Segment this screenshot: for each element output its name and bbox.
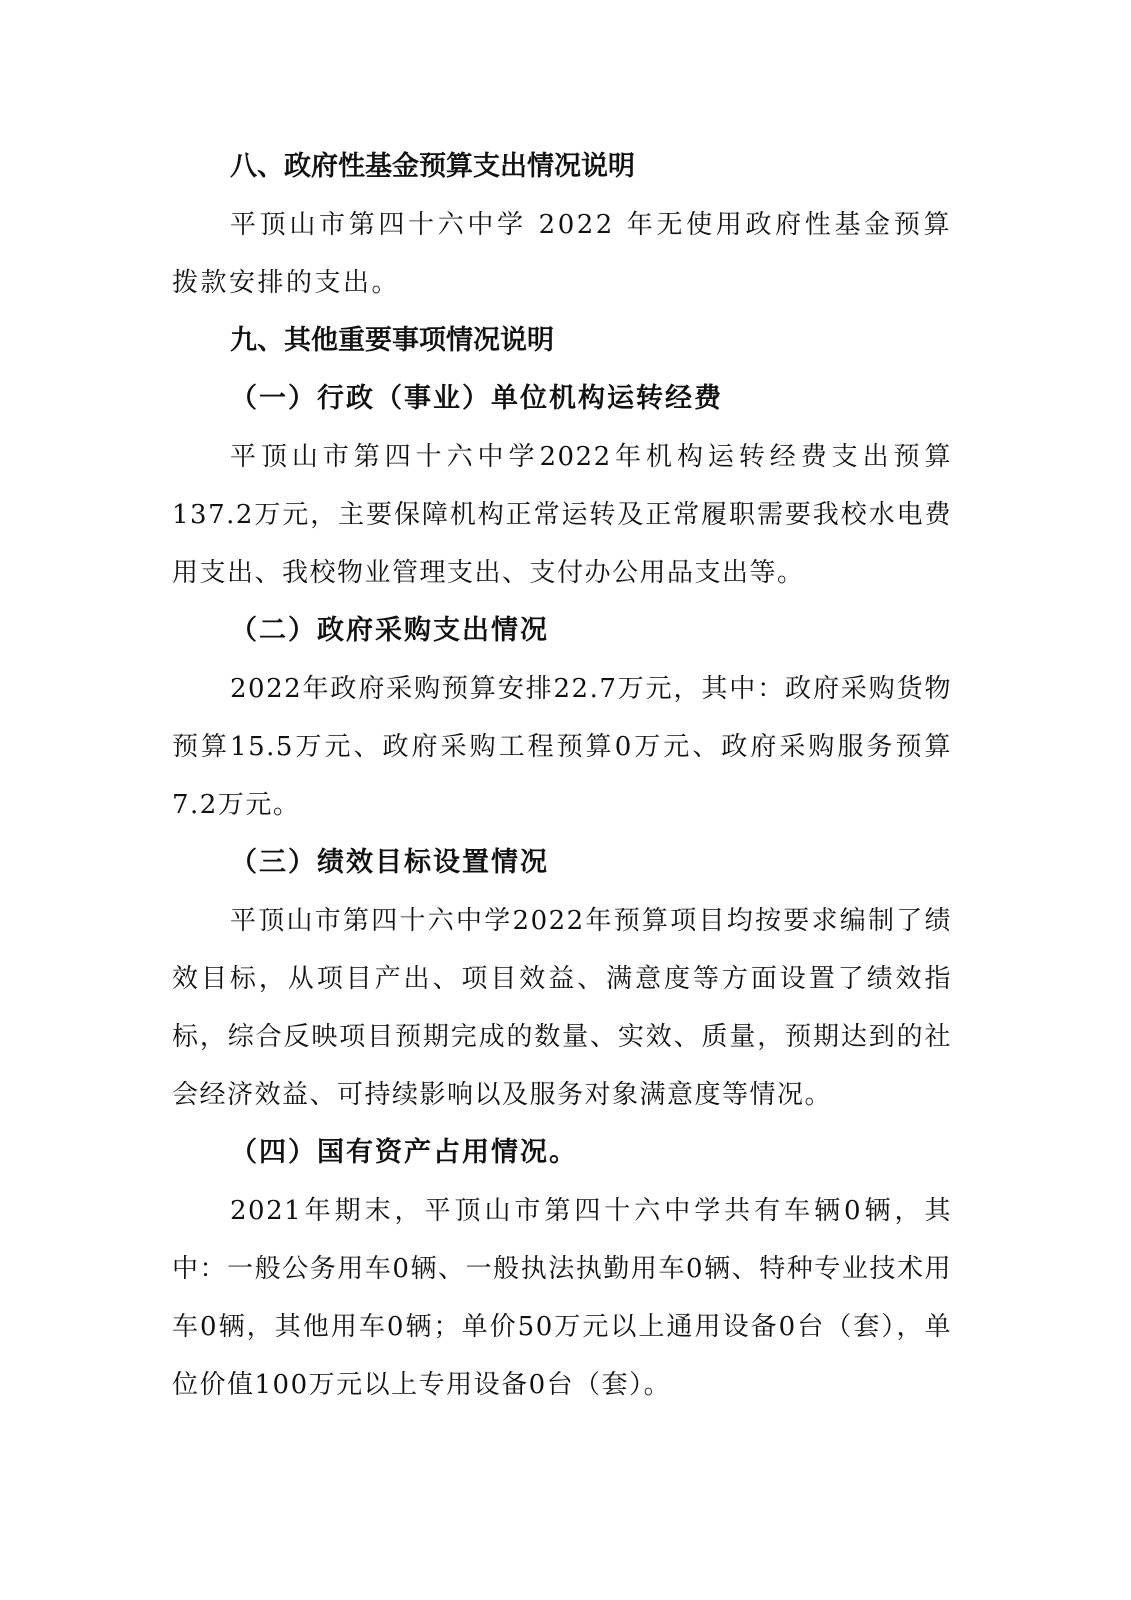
section-8-heading: 八、政府性基金预算支出情况说明	[230, 151, 635, 182]
subsection-2-heading: （二）政府采购支出情况	[230, 615, 549, 646]
document-content	[172, 138, 952, 1414]
subsection-3-paragraph: 平顶山市第四十六中学2022年预算项目均按要求编制了绩效目标，从项目产出、项目效益、满意度等方面设置了绩效指标，综合反映项目预期完成的数量、实效、质量，预期达到的社会经济效益、可持续影响以及服务对象满意度等情况。	[172, 906, 952, 1110]
subsection-1-paragraph: 平顶山市第四十六中学2022年机构运转经费支出预算137.2万元，主要保障机构正常运转及正常履职需要我校水电费用支出、我校物业管理支出、支付办公用品支出等。	[172, 442, 952, 588]
section-9-heading: 九、其他重要事项情况说明	[230, 325, 554, 356]
subsection-2-paragraph: 2022年政府采购预算安排22.7万元，其中：政府采购货物预算15.5万元、政府采购工程预算0万元、政府采购服务预算7.2万元。	[172, 674, 952, 820]
subsection-1-heading: （一）行政（事业）单位机构运转经费	[230, 383, 723, 414]
section-8-paragraph: 平顶山市第四十六中学 2022 年无使用政府性基金预算拨款安排的支出。	[172, 210, 952, 298]
subsection-4-heading: （四）国有资产占用情况。	[230, 1137, 578, 1168]
subsection-4-paragraph: 2021年期末，平顶山市第四十六中学共有车辆0辆，其中：一般公务用车0辆、一般执法执勤用车0辆、特种专业技术用车0辆，其他用车0辆；单价50万元以上通用设备0台（套），单位价值100万元以上专用设备0台（套）。	[172, 1196, 952, 1400]
subsection-3-heading: （三）绩效目标设置情况	[230, 847, 549, 878]
